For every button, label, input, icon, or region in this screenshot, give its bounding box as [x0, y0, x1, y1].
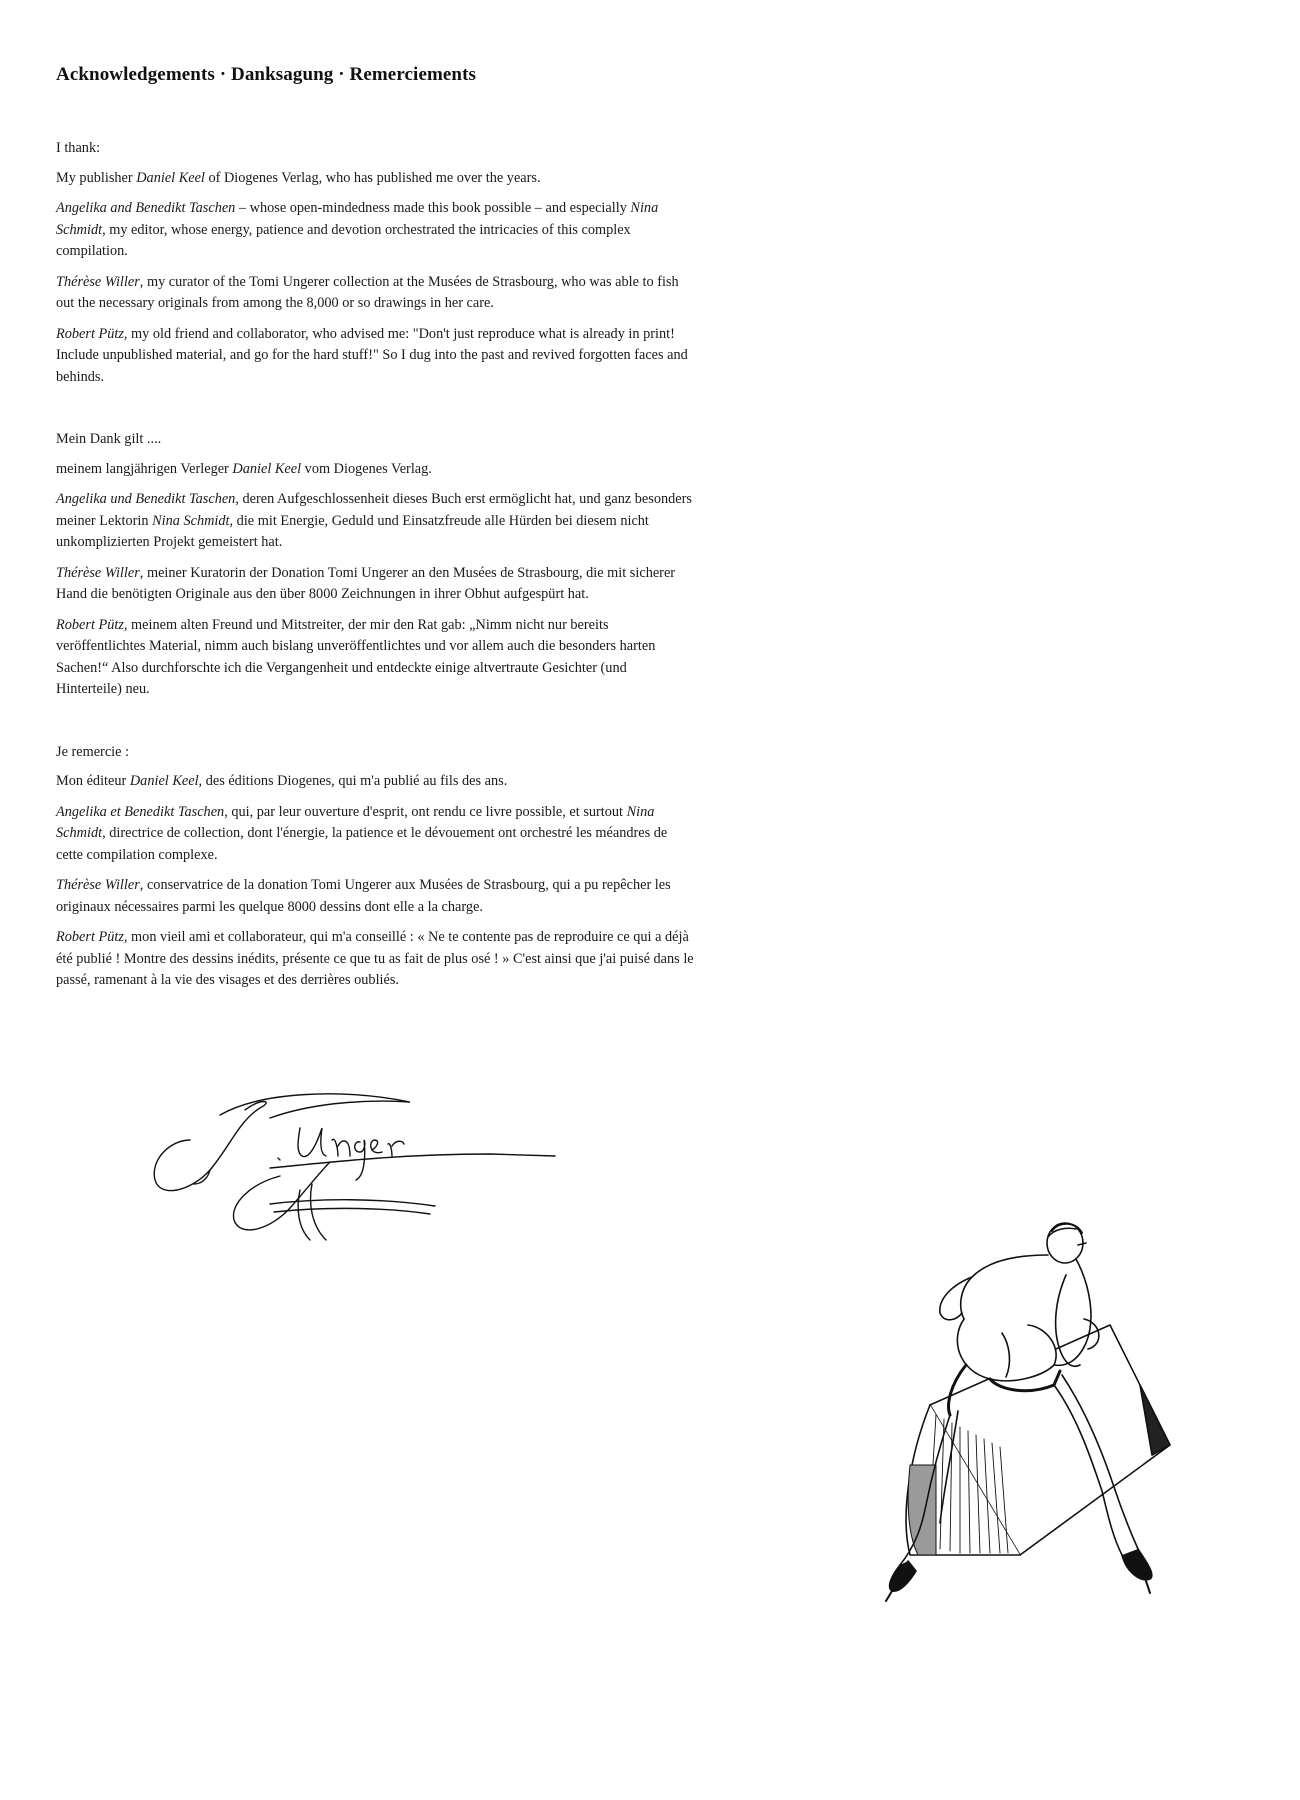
paragraph-taschen: Angelika and Benedikt Taschen – whose open-mindedness made this book possible – and especially Nina Schmidt, my editor, whose energy, patience and devotion orchestrated the intricacies of this complex compilation.	[56, 200, 659, 259]
person-name: Daniel Keel	[129, 773, 199, 789]
person-name: Robert Pütz	[56, 929, 124, 945]
person-name: Thérèse Willer	[56, 564, 140, 581]
person-name: Robert Pütz	[56, 616, 124, 633]
paragraph-friend: Robert Pütz, meinem alten Freund und Mitstreiter, der mir den Rat gab: „Nimm nicht nur bereits veröffentlichtes Material, nimm auch bislang unveröffentlichtes und vor allem auch die besonders harten Sachen!“ Also durchforschte ich die Vergangenheit und entdeckte einige altvertraute Gesichter (und Hinterteile) neu.	[56, 616, 656, 697]
person-name: Angelika et Benedikt Taschen	[56, 803, 225, 820]
person-name: Nina Schmidt	[56, 803, 655, 841]
paragraph-publisher: meinem langjährigen Verleger Daniel Keel vom Diogenes Verlag.	[56, 460, 432, 477]
illustration-drawing	[840, 1215, 1220, 1615]
person-name: Thérèse Willer	[56, 273, 140, 290]
paragraph-taschen: Angelika und Benedikt Taschen, deren Aufgeschlossenheit dieses Buch erst ermöglicht hat, und ganz besonders meiner Lektorin Nina Schmidt, die mit Energie, Geduld und Einsatzfreude alle Hürden bei diesem nicht unkomplizierten Projekt gemeistert hat.	[56, 491, 692, 550]
person-name: Angelika and Benedikt Taschen	[56, 200, 236, 216]
section-english	[56, 138, 696, 388]
person-name: Daniel Keel	[232, 460, 302, 477]
paragraph-friend: Robert Pütz, mon vieil ami et collaborateur, qui m'a conseillé : « Ne te contente pas de reproduire ce qui a déjà été publié ! Montre des dessins inédits, présente ce que tu as fait de plus osé ! » C'est ainsi que j'ai puisé dans le passé, ramenant à la vie des visages et des derrières oubliés.	[56, 929, 694, 988]
paragraph-curator: Thérèse Willer, conservatrice de la donation Tomi Ungerer aux Musées de Strasbourg, qui a pu repêcher les originaux nécessaires parmi les quelque 8000 dessins dont elle a la charge.	[56, 877, 671, 915]
signature	[150, 1080, 570, 1250]
paragraph-publisher: Mon éditeur Daniel Keel, des éditions Diogenes, qui m'a publié au fils des ans.	[56, 773, 508, 789]
section-intro: Mein Dank gilt ....	[56, 431, 162, 447]
paragraph-curator: Thérèse Willer, my curator of the Tomi Ungerer collection at the Musées de Strasbourg, who was able to fish out the necessary originals from among the 8,000 or so drawings in her care.	[56, 273, 679, 311]
section-french	[56, 742, 696, 992]
page-title: Acknowledgements · Danksagung · Remerciements	[56, 64, 477, 85]
acknowledgements-text	[56, 138, 696, 992]
paragraph-publisher: My publisher Daniel Keel of Diogenes Verlag, who has published me over the years.	[56, 169, 541, 186]
person-name: Robert Pütz	[56, 325, 124, 342]
signature-drawing	[150, 1080, 570, 1250]
paragraph-taschen: Angelika et Benedikt Taschen, qui, par leur ouverture d'esprit, ont rendu ce livre possible, et surtout Nina Schmidt, directrice de collection, dont l'énergie, la patience et le dévouement ont orchestré les méandres de cette compilation complexe.	[56, 803, 668, 863]
book-figure-illustration	[840, 1215, 1220, 1615]
person-name: Angelika und Benedikt Taschen	[56, 491, 236, 507]
person-name: Daniel Keel	[136, 169, 205, 186]
paragraph-curator: Thérèse Willer, meiner Kuratorin der Donation Tomi Ungerer an den Musées de Strasbourg, die mit sicherer Hand die benötigten Originale aus den über 8000 Zeichnungen in ihrer Obhut aufgespürt hat.	[56, 564, 676, 602]
section-intro: I thank:	[56, 140, 101, 156]
section-intro: Je remercie :	[56, 743, 130, 760]
section-german	[56, 429, 696, 701]
paragraph-friend: Robert Pütz, my old friend and collaborator, who advised me: "Don't just reproduce what is already in print! Include unpublished material, and go for the hard stuff!" So I dug into the past and revived forgotten faces and behinds.	[56, 325, 688, 385]
person-name: Thérèse Willer	[56, 877, 140, 893]
person-name: Nina Schmidt	[152, 512, 230, 529]
person-name: Nina Schmidt	[56, 200, 659, 238]
